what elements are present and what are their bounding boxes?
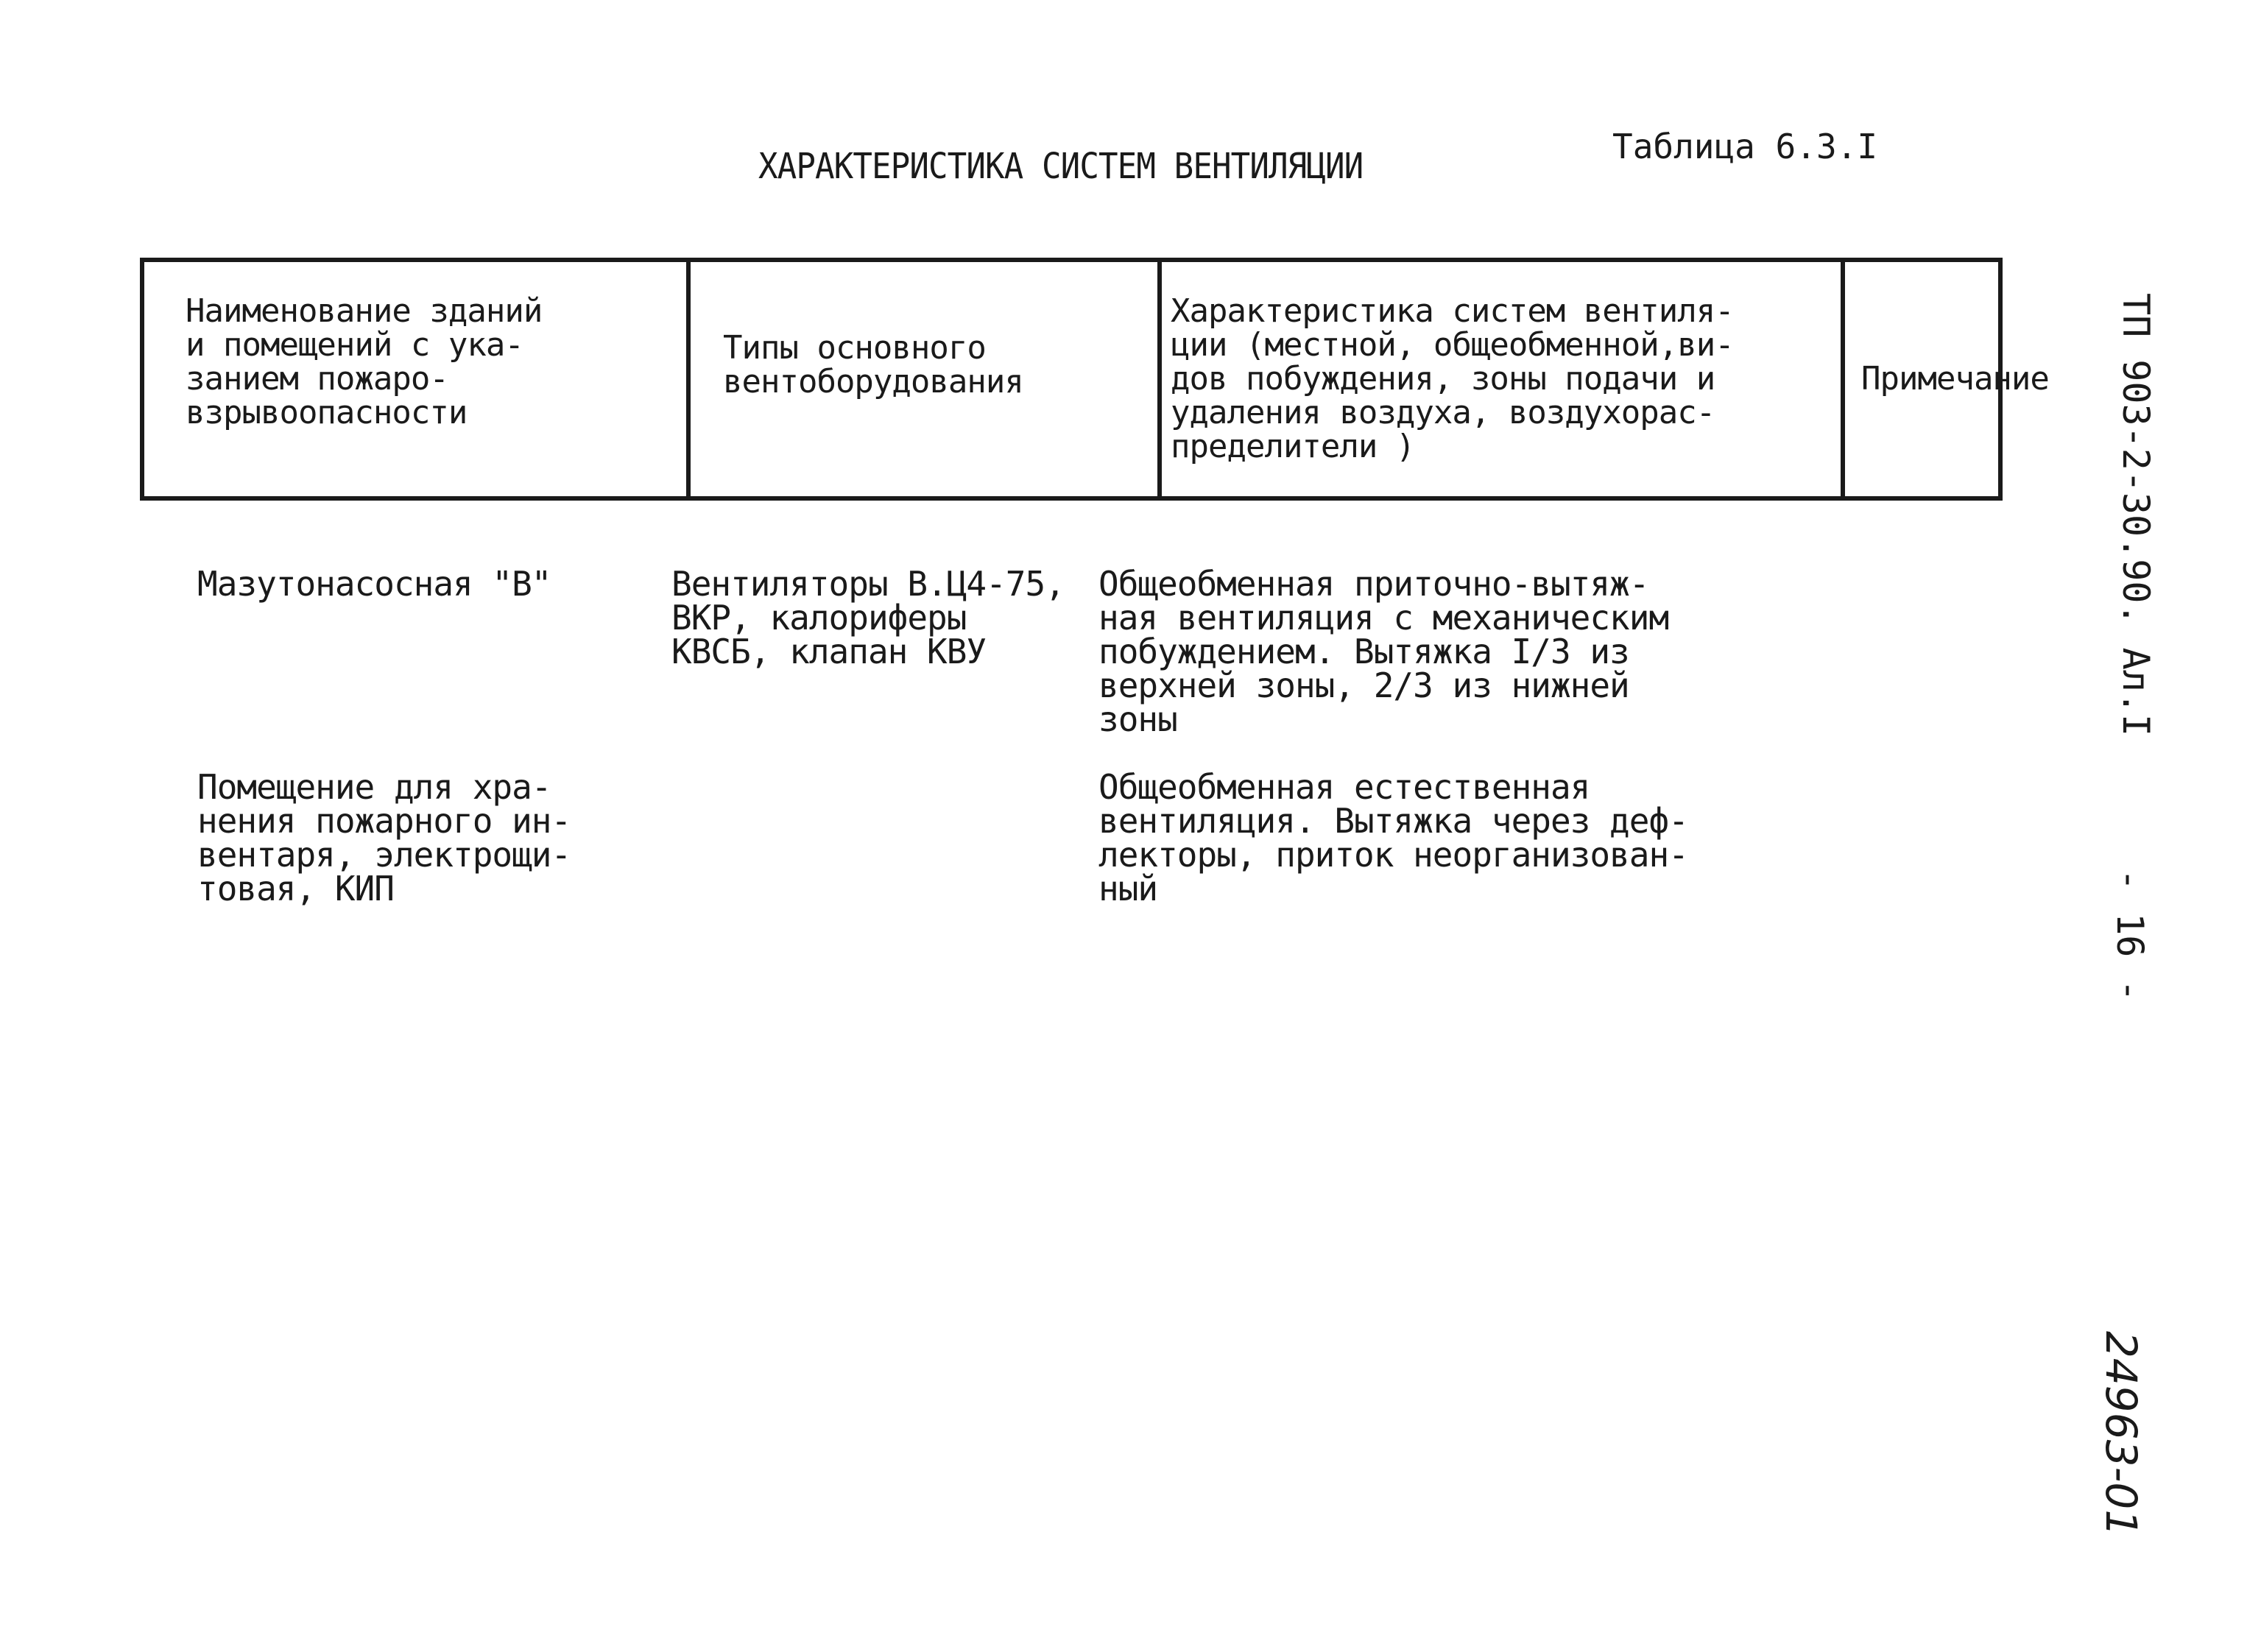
header-cell-equipment <box>688 260 1160 498</box>
header-building-name: Наименование зданий и помещений с ука- занием пожаро- взрывоопасности <box>186 292 543 431</box>
header-equipment: Типы основного вентоборудования <box>723 329 1023 400</box>
row-1-equipment: Вентиляторы В.Ц4-75, ВКР, калориферы КВСБ, клапан КВУ <box>671 564 1065 671</box>
header-note: Примечание <box>1861 360 2049 398</box>
table-header <box>140 258 2049 501</box>
table-number: Таблица 6.3.I <box>1612 127 1878 166</box>
row-2-name: Помещение для хра- нения пожарного ин- вентаря, электрощи- товая, КИП <box>197 767 571 908</box>
row-1-name: Мазутонасосная "В" <box>197 564 551 604</box>
margin-inventory-number: 24963-01 <box>2096 1331 2146 1537</box>
header-cell-building-name <box>142 260 688 498</box>
row-1-characteristics: Общеобменная приточно-вытяж- ная вентиляция с механическим побуждением. Вытяжка I/3 из верхней зоны, 2/3 из нижней зоны <box>1098 564 1669 739</box>
header-characteristics: Характеристика систем вентиля- ции (местной, общеобменной,ви- дов побуждения, зоны подачи и удаления воздуха, воздухорас- пределители ) <box>1171 292 1734 465</box>
margin-doc-code: ТП 903-2-30.90. Ал.I <box>2114 293 2157 737</box>
row-2-characteristics: Общеобменная естественная вентиляция. Вытяжка через деф- лекторы, приток неорганизован- ный <box>1098 767 1688 908</box>
header-cell-note <box>1843 260 2049 498</box>
margin-page-number: - 16 - <box>2109 869 2151 1002</box>
header-cell-characteristics <box>1160 260 1843 498</box>
document-title: ХАРАКТЕРИСТИКА СИСТЕМ ВЕНТИЛЯЦИИ <box>758 146 1364 187</box>
